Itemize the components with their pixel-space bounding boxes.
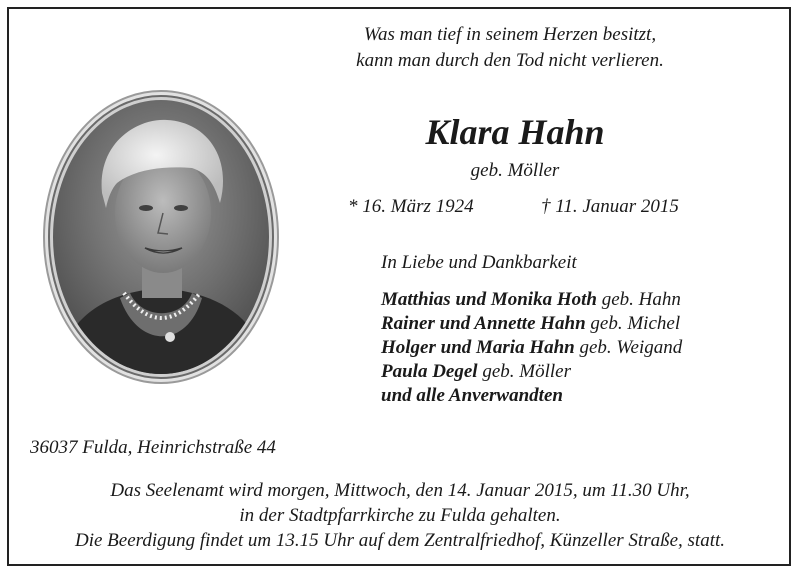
mourner-note: geb. Möller [477,361,571,382]
mourner-row [381,336,682,360]
mourners-intro: In Liebe und Dankbarkeit [381,252,577,273]
service-line-2: in der Stadtpfarrkirche zu Fulda gehalten. [239,505,561,526]
maiden-name: geb. Möller [470,160,560,181]
mourner-names: Rainer und Annette Hahn [381,313,586,334]
mourner-row [381,360,682,384]
mourner-row [381,312,682,336]
mourner-note: geb. Michel [585,313,681,334]
service-notice [20,478,780,553]
mourners-list [381,288,682,408]
mourner-names: Matthias und Monika Hoth [381,289,597,310]
mourner-names: Paula Degel [381,361,478,382]
memorial-quote [300,22,720,74]
mourner-note: geb. Weigand [574,337,683,358]
mourner-note: geb. Hahn [596,289,681,310]
service-line-3: Die Beerdigung findet um 13.15 Uhr auf dem Zentralfriedhof, Künzeller Straße, statt. [75,530,725,551]
quote-line-2: kann man durch den Tod nicht verlieren. [356,50,664,71]
mourner-names: Holger und Maria Hahn [381,337,575,358]
mourner-row [381,384,682,408]
portrait-photo [42,88,280,386]
mourner-row [381,288,682,312]
family-address: 36037 Fulda, Heinrichstraße 44 [30,437,276,458]
mourner-names: und alle Anverwandten [381,385,563,406]
service-line-1: Das Seelenamt wird morgen, Mittwoch, den 14. Januar 2015, um 11.30 Uhr, [110,480,690,501]
death-date: † 11. Januar 2015 [541,196,679,217]
quote-line-1: Was man tief in seinem Herzen besitzt, [363,24,657,45]
birth-date: * 16. März 1924 [348,196,474,217]
deceased-name: Klara Hahn [425,112,605,152]
